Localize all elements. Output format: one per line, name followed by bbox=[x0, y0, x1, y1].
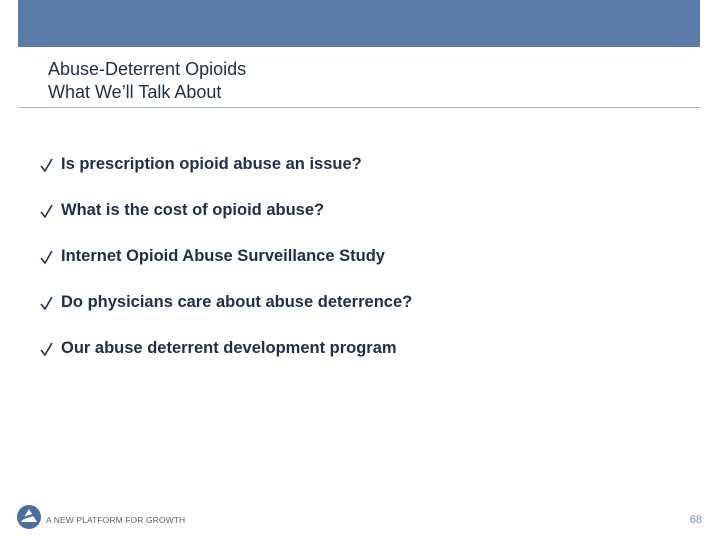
check-icon bbox=[40, 341, 53, 357]
list-item bbox=[40, 198, 412, 223]
list-item bbox=[40, 152, 412, 177]
check-icon bbox=[40, 157, 53, 173]
bullet-text: Internet Opioid Abuse Surveillance Study bbox=[61, 247, 385, 265]
check-icon bbox=[40, 249, 53, 265]
header-band bbox=[18, 0, 700, 47]
bullet-text: Do physicians care about abuse deterrence? bbox=[61, 293, 413, 311]
bullet-text: Our abuse deterrent development program bbox=[61, 339, 397, 357]
footer-tagline: A NEW PLATFORM FOR GROWTH bbox=[46, 515, 186, 525]
slide-title-line-1: Abuse-Deterrent Opioids bbox=[48, 59, 247, 79]
page-number: 68 bbox=[689, 514, 702, 526]
list-item bbox=[40, 336, 412, 361]
slide-title bbox=[48, 58, 246, 104]
title-divider bbox=[18, 107, 700, 108]
list-item bbox=[40, 244, 412, 269]
list-item bbox=[40, 290, 412, 315]
check-icon bbox=[40, 295, 53, 311]
bullet-text: What is the cost of opioid abuse? bbox=[61, 201, 325, 219]
bullet-text: Is prescription opioid abuse an issue? bbox=[61, 155, 362, 173]
bullet-list bbox=[40, 152, 412, 382]
slide-title-line-2: What We’ll Talk About bbox=[48, 82, 222, 102]
check-icon bbox=[40, 203, 53, 219]
company-logo-icon bbox=[16, 504, 42, 530]
